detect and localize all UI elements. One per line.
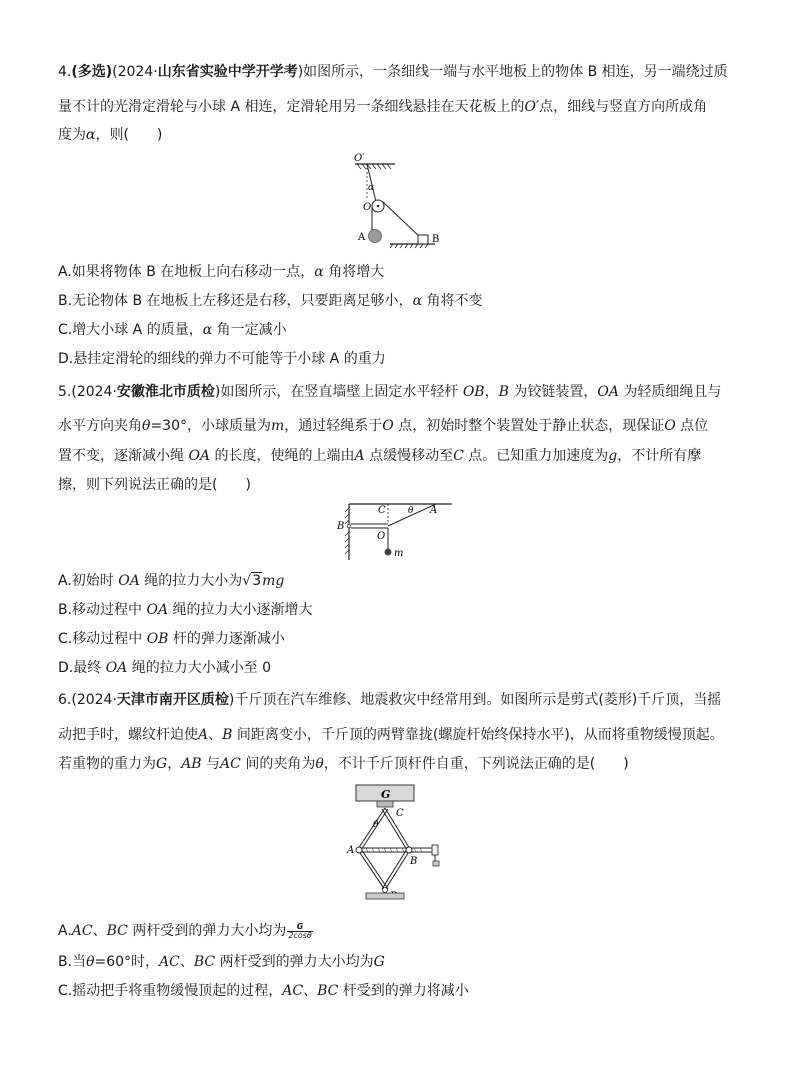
q4-option-b-end: 角将不变 <box>422 293 483 309</box>
q5-option-a-sqrt: √3 <box>242 573 262 589</box>
q4-option-d-text: D.悬挂定滑轮的细线的弹力不可能等于小球 A 的重力 <box>58 351 386 367</box>
q5-fig-label-b: B <box>337 521 345 532</box>
q4-option-c-end: 角一定减小 <box>212 322 287 338</box>
q6-option-a-fraction <box>287 923 312 940</box>
q4-option-b <box>58 291 482 311</box>
q6-line-3 <box>58 754 629 774</box>
q5-option-d-end: 绳的拉力大小减小至 0 <box>127 660 272 676</box>
q5-option-a-radicand: 3 <box>252 573 262 589</box>
q5-option-c-end: 杆的弹力逐渐减小 <box>168 631 285 647</box>
q5-option-a-pre: A.初始时 <box>58 573 119 589</box>
q4-number: 4. <box>58 64 72 80</box>
q6-text-3d: 间的夹角为 <box>240 756 316 772</box>
q6-option-a-denominator: 2cosθ <box>288 930 312 940</box>
q5-text-oa: OA <box>597 384 619 400</box>
q5-text-theta: θ <box>142 418 151 434</box>
q6-option-b-pre: B.当 <box>58 954 87 970</box>
q6-text-3c: 与 <box>201 756 221 772</box>
q6-option-c-sep: 、 <box>303 983 318 999</box>
q5-source-post: ) <box>214 384 221 400</box>
q5-option-b-oa: OA <box>146 602 169 618</box>
q5-text-2b: =30°，小球质量为 <box>150 418 271 434</box>
q4-option-a-text: A.如果将物体 B 在地板上向右移动一点， <box>58 264 315 280</box>
q5-text-a: A <box>354 448 365 464</box>
q6-fig-label-a: A <box>347 845 355 856</box>
q5-line-3 <box>58 446 701 466</box>
q6-option-a-pre: A. <box>58 923 72 939</box>
q5-text-b: B <box>498 384 509 400</box>
q5-source: 安徽淮北市质检 <box>116 384 215 400</box>
q6-line-1 <box>58 690 721 710</box>
q5-option-b-pre: B.移动过程中 <box>58 602 147 618</box>
q5-option-b-end: 绳的拉力大小逐渐增大 <box>168 602 313 618</box>
q6-text-a: A <box>198 727 209 743</box>
q6-fig-label-c: C <box>396 808 404 819</box>
q6-text-2a: 动把手时，螺纹杆迫使 <box>58 727 198 743</box>
q6-source: 天津市南开区质检 <box>116 692 229 708</box>
q6-base <box>366 893 404 899</box>
q4-multi-tag: (多选) <box>71 64 113 80</box>
q6-option-a <box>58 921 314 941</box>
q4-figure <box>340 150 460 250</box>
q6-text-2c: 间距离变小，千斤顶的两臂靠拢(螺旋杆始终保持水平)，从而将重物缓慢顶起。 <box>232 727 724 743</box>
q5-text-o1: O <box>382 418 394 434</box>
q5-text-3a: 置不变，逐渐减小绳 <box>58 448 189 464</box>
q6-option-a-ac: AC <box>71 923 93 939</box>
q5-text-4: 擦，则下列说法正确的是( ) <box>58 477 251 493</box>
q5-line-4 <box>58 475 251 495</box>
q5-fig-label-m: m <box>394 548 404 559</box>
q6-option-b-g: G <box>373 954 385 970</box>
q5-text-1b: ， <box>484 384 499 400</box>
q6-text-theta: θ <box>315 756 324 772</box>
q5-text-2a: 水平方向夹角 <box>58 418 142 434</box>
q6-fig-label-g: G <box>381 788 391 801</box>
q6-option-b-ac: AC <box>159 954 180 970</box>
q5-text-g: g <box>608 448 618 464</box>
q5-fig-label-o: O <box>377 531 386 542</box>
q6-option-a-bc: BC <box>106 923 128 939</box>
q4-option-d <box>58 349 386 369</box>
q4-text-alpha: α <box>86 127 96 143</box>
q5-text-1d: 为轻质细绳且与 <box>618 384 722 400</box>
q5-source-pre: (2024· <box>71 384 117 400</box>
q4-text-oprime: O′ <box>524 99 540 115</box>
q6-option-b-theta: θ <box>86 954 95 970</box>
q6-text-2b: 、 <box>208 727 223 743</box>
q6-option-c-bc: BC <box>317 983 339 999</box>
q5-fig-label-a: A <box>430 505 438 516</box>
q5-ball <box>385 549 392 556</box>
q4-option-a-end: 角将增大 <box>323 264 385 280</box>
q6-option-c-text: 杆受到的弹力将减小 <box>338 983 469 999</box>
q5-number: 5. <box>58 384 72 400</box>
q4-option-a <box>58 262 384 282</box>
q6-option-c-ac: AC <box>282 983 304 999</box>
q6-text-b: B <box>222 727 233 743</box>
q6-option-a-numerator: G <box>287 923 312 932</box>
q5-text-2e: 点位 <box>675 418 709 434</box>
q5-text-3d: 点。已知重力加速度为 <box>463 448 609 464</box>
q6-text-3e: ，不计千斤顶杆件自重，下列说法正确的是( ) <box>323 756 629 772</box>
q6-option-c-pre: C.摇动把手将重物缓慢顶起的过程， <box>58 983 283 999</box>
q4-fig-label-a: A <box>358 232 366 243</box>
q6-figure <box>340 782 452 910</box>
q4-fig-label-oprime: O′ <box>354 153 365 164</box>
q6-option-a-sep: 、 <box>92 923 107 939</box>
q4-text-2: 量不计的光滑定滑轮与小球 A 相连，定滑轮用另一条细线悬挂在天花板上的 <box>58 99 525 115</box>
q5-figure <box>336 500 456 562</box>
q5-text-oa2: OA <box>188 448 211 464</box>
q5-option-c-pre: C.移动过程中 <box>58 631 147 647</box>
q6-source-post: ) <box>228 692 235 708</box>
q5-text-1a: 如图所示，在竖直墙壁上固定水平轻杆 <box>220 384 463 400</box>
q6-option-b-sep: 、 <box>179 954 194 970</box>
q4-ball-a <box>369 230 382 243</box>
q6-handle <box>432 845 438 855</box>
q5-text-2c: ，通过轻绳系于 <box>284 418 383 434</box>
q5-option-b <box>58 600 313 620</box>
q5-text-c: C <box>453 448 464 464</box>
q6-text-3b: ， <box>167 756 182 772</box>
q6-text-3a: 若重物的重力为 <box>58 756 156 772</box>
q6-option-a-text: 两杆受到的弹力大小均为 <box>127 923 287 939</box>
q6-number: 6. <box>58 692 72 708</box>
q5-option-c-ob: OB <box>146 631 169 647</box>
q6-option-b <box>58 952 385 972</box>
q4-source-post: ) <box>297 64 304 80</box>
q4-source: 山东省实验中学开学考 <box>157 64 298 80</box>
q5-text-3c: 点缓慢移动至 <box>364 448 454 464</box>
q6-fig-label-b: B <box>410 856 418 867</box>
q5-option-c <box>58 629 285 649</box>
q4-line-3 <box>58 125 162 145</box>
q4-block-b <box>418 235 428 244</box>
q4-text-2-end: 点，细线与竖直方向所成角 <box>539 99 708 115</box>
q4-source-pre: (2024· <box>112 64 158 80</box>
q5-option-a-mid: 绳的拉力大小为 <box>139 573 243 589</box>
q4-fig-label-b: B <box>432 234 440 245</box>
q5-text-m: m <box>270 418 285 434</box>
q4-option-a-alpha: α <box>314 264 324 280</box>
q6-source-pre: (2024· <box>71 692 117 708</box>
q5-text-3e: ，不计所有摩 <box>617 448 702 464</box>
q5-option-d-pre: D.最终 <box>58 660 106 676</box>
q4-option-b-alpha: α <box>412 293 423 309</box>
q4-text-1: 如图所示，一条细线一端与水平地板上的物体 B 相连，另一端绕过质 <box>303 64 728 80</box>
q6-line-2 <box>58 725 724 745</box>
q5-line-2 <box>58 416 708 436</box>
q5-option-d-oa: OA <box>105 660 128 676</box>
q4-option-c <box>58 320 287 340</box>
q6-text-g: G <box>156 756 168 772</box>
q5-text-ob: OB <box>462 384 485 400</box>
q4-option-c-text: C.增大小球 A 的质量， <box>58 322 203 338</box>
q5-text-o2: O <box>664 418 676 434</box>
q5-option-a-mg: mg <box>262 573 285 589</box>
q6-text-ac: AC <box>220 756 241 772</box>
q6-option-b-text: 两杆受到的弹力大小均为 <box>215 954 374 970</box>
q5-option-d <box>58 658 271 678</box>
q4-fig-label-o: O <box>363 202 372 213</box>
q6-option-b-mid: =60°时， <box>94 954 160 970</box>
q5-text-1c: 为铰链装置， <box>508 384 598 400</box>
q5-fig-label-theta: θ <box>408 506 414 516</box>
q6-text-1: 千斤顶在汽车维修、地震救灾中经常用到。如图所示是剪式(菱形)千斤顶，当摇 <box>234 692 722 708</box>
q6-text-ab: AB <box>181 756 202 772</box>
q6-option-c <box>58 981 469 1001</box>
q4-line-2 <box>58 97 707 117</box>
q6-fig-label-theta: θ <box>373 820 379 830</box>
q4-text-3b: ，则( ) <box>95 127 163 143</box>
q5-option-a-oa: OA <box>118 573 140 589</box>
q4-line-1 <box>58 62 728 82</box>
q5-fig-label-c: C <box>378 505 386 516</box>
q6-option-b-bc: BC <box>193 954 216 970</box>
q5-text-3b: 的长度，使绳的上端由 <box>210 448 355 464</box>
q4-text-3a: 度为 <box>58 127 86 143</box>
q5-line-1 <box>58 382 721 402</box>
q4-fig-label-alpha: α <box>368 183 375 193</box>
q4-option-b-text: B.无论物体 B 在地板上左移还是右移，只要距离足够小， <box>58 293 413 309</box>
q5-text-2d: 点，初始时整个装置处于静止状态，现保证 <box>393 418 665 434</box>
q4-option-c-alpha: α <box>202 322 213 338</box>
q5-option-a <box>58 571 284 591</box>
